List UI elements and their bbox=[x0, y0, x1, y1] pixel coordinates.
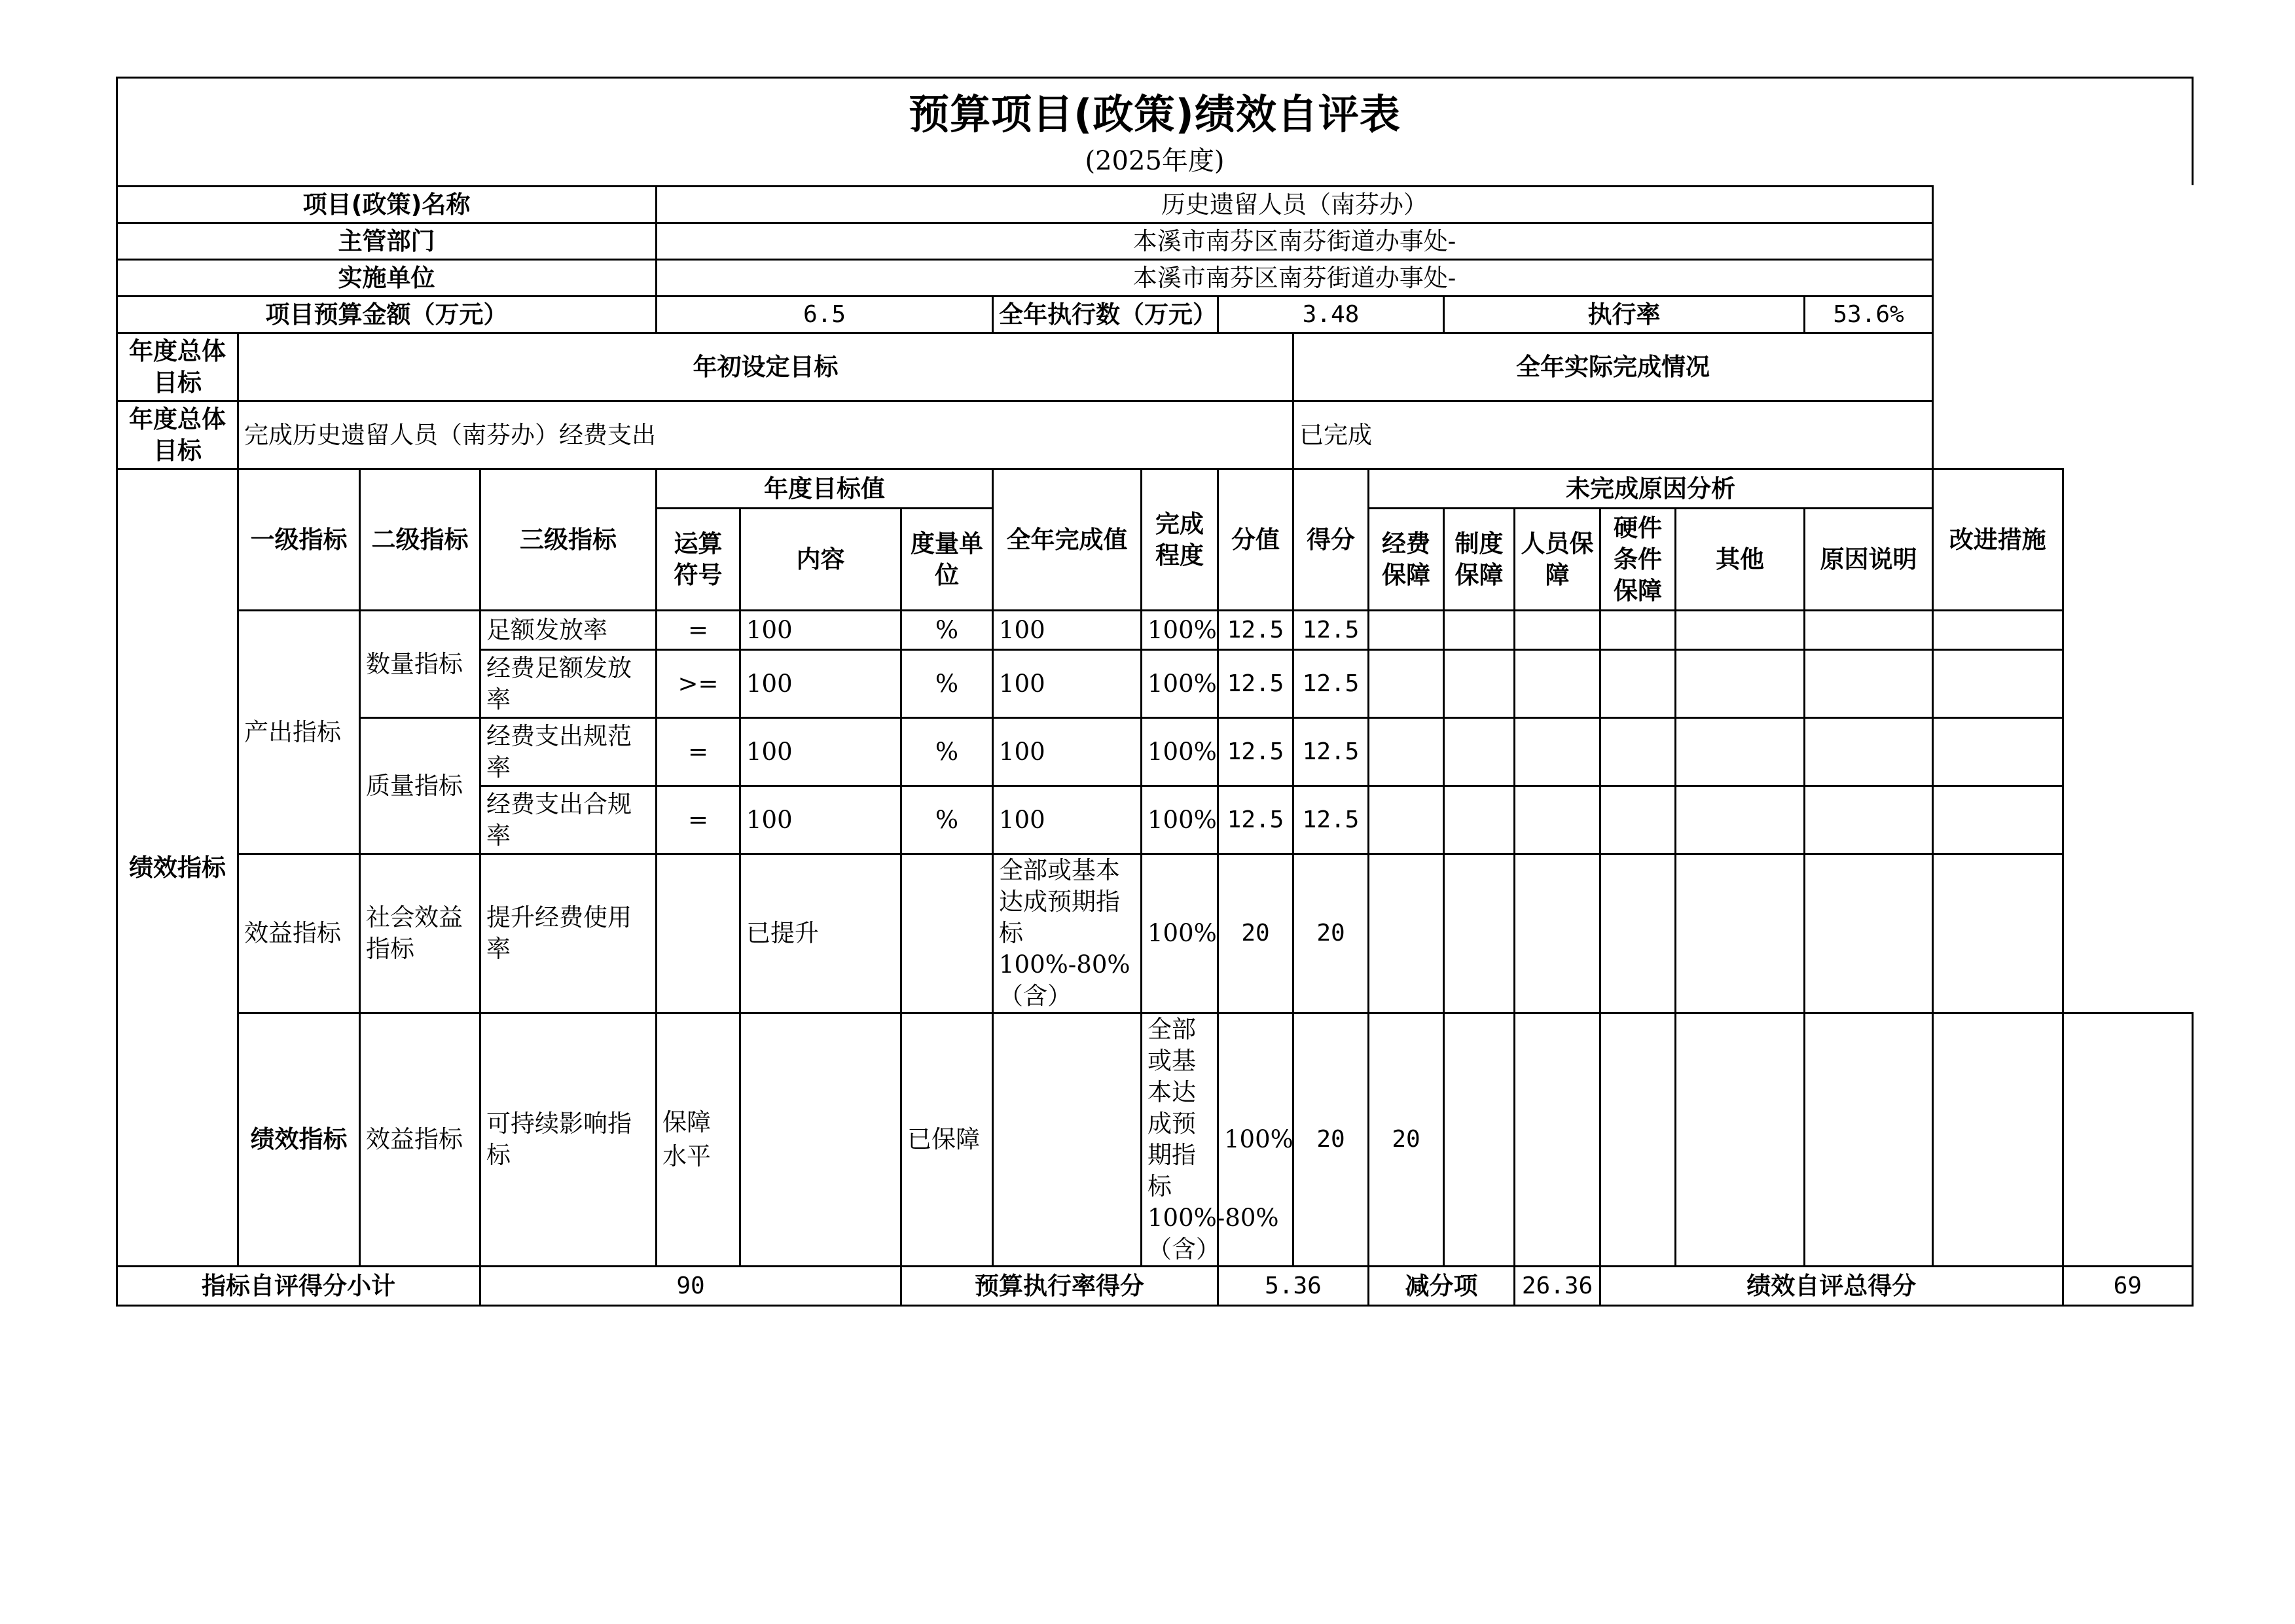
exec-value: 3.48 bbox=[1218, 297, 1444, 333]
row1-complete: 100 bbox=[993, 611, 1142, 650]
row1-unit: % bbox=[901, 611, 993, 650]
budget-value: 6.5 bbox=[657, 297, 993, 333]
project-name-value: 历史遗留人员（南芬办） bbox=[657, 187, 1933, 223]
goal-set-header: 年初设定目标 bbox=[238, 333, 1293, 401]
goal-header-label: 年度总体目标 bbox=[117, 333, 238, 401]
row1-reason bbox=[1805, 611, 1933, 650]
row6-staff bbox=[1600, 1013, 1676, 1267]
l2-quantity: 数量指标 bbox=[360, 611, 480, 718]
row5-system bbox=[1444, 854, 1515, 1013]
rate-value: 53.6% bbox=[1805, 297, 1933, 333]
row1-fund bbox=[1369, 611, 1444, 650]
header-unit: 度量单位 bbox=[901, 509, 993, 611]
row3-other bbox=[1676, 718, 1805, 786]
l2-social: 社会效益指标 bbox=[360, 854, 480, 1013]
row5-hardware bbox=[1600, 854, 1676, 1013]
row2-value: 12.5 bbox=[1218, 650, 1293, 718]
header-reason: 未完成原因分析 bbox=[1369, 469, 1933, 509]
goal-actual-header: 全年实际完成情况 bbox=[1293, 333, 1933, 401]
l2-sustain: 可持续影响指标 bbox=[480, 1013, 657, 1267]
unit-value: 本溪市南芬区南芬街道办事处- bbox=[657, 260, 1933, 297]
row2-score: 12.5 bbox=[1293, 650, 1369, 718]
row2-improve bbox=[1933, 650, 2063, 718]
l1-benefit-2: 效益指标 bbox=[360, 1013, 480, 1267]
row2-other bbox=[1676, 650, 1805, 718]
goal-set-value: 完成历史遗留人员（南芬办）经费支出 bbox=[238, 401, 1293, 469]
row1-content: 100 bbox=[740, 611, 901, 650]
total-label: 绩效自评总得分 bbox=[1600, 1267, 2063, 1306]
row2-degree: 100% bbox=[1142, 650, 1218, 718]
row3-improve bbox=[1933, 718, 2063, 786]
row6-op bbox=[740, 1013, 901, 1267]
row4-op: = bbox=[657, 786, 740, 854]
row5-improve bbox=[1933, 854, 2063, 1013]
row3-reason bbox=[1805, 718, 1933, 786]
row3-l3: 经费支出规范率 bbox=[480, 718, 657, 786]
deduct-label: 减分项 bbox=[1369, 1267, 1515, 1306]
row5-staff bbox=[1515, 854, 1600, 1013]
row6-improve bbox=[2063, 1013, 2192, 1267]
row4-l3: 经费支出合规率 bbox=[480, 786, 657, 854]
row4-other bbox=[1676, 786, 1805, 854]
row5-score: 20 bbox=[1293, 854, 1369, 1013]
dept-value: 本溪市南芬区南芬街道办事处- bbox=[657, 223, 1933, 260]
row3-fund bbox=[1369, 718, 1444, 786]
row3-score: 12.5 bbox=[1293, 718, 1369, 786]
header-op: 运算符号 bbox=[657, 509, 740, 611]
row6-reason bbox=[1933, 1013, 2063, 1267]
row1-op: = bbox=[657, 611, 740, 650]
row5-other bbox=[1676, 854, 1805, 1013]
row6-score: 20 bbox=[1369, 1013, 1444, 1267]
header-fund: 经费保障 bbox=[1369, 509, 1444, 611]
goal-actual-value: 已完成 bbox=[1293, 401, 1933, 469]
row1-hardware bbox=[1600, 611, 1676, 650]
row2-op: >= bbox=[657, 650, 740, 718]
row2-complete: 100 bbox=[993, 650, 1142, 718]
title-area bbox=[116, 77, 2194, 185]
row3-op: = bbox=[657, 718, 740, 786]
row3-unit: % bbox=[901, 718, 993, 786]
row5-complete: 全部或基本达成预期指标100%-80%（含） bbox=[993, 854, 1142, 1013]
row2-reason bbox=[1805, 650, 1933, 718]
row3-value: 12.5 bbox=[1218, 718, 1293, 786]
rate-label: 执行率 bbox=[1444, 297, 1805, 333]
year-label: (2025年度) bbox=[1085, 146, 1225, 176]
page-title: 预算项目(政策)绩效自评表 bbox=[909, 90, 1401, 138]
row4-complete: 100 bbox=[993, 786, 1142, 854]
header-l1: 一级指标 bbox=[238, 469, 360, 611]
dept-label: 主管部门 bbox=[117, 223, 657, 260]
row6-hardware bbox=[1676, 1013, 1805, 1267]
row1-system bbox=[1444, 611, 1515, 650]
row5-content: 已提升 bbox=[740, 854, 901, 1013]
header-complete: 全年完成值 bbox=[993, 469, 1142, 611]
row2-content: 100 bbox=[740, 650, 901, 718]
row6-unit bbox=[993, 1013, 1142, 1267]
row4-improve bbox=[1933, 786, 2063, 854]
row5-reason bbox=[1805, 854, 1933, 1013]
row6-degree: 100% bbox=[1218, 1013, 1293, 1267]
row5-value: 20 bbox=[1218, 854, 1293, 1013]
unit-label: 实施单位 bbox=[117, 260, 657, 297]
row4-reason bbox=[1805, 786, 1933, 854]
row5-fund bbox=[1369, 854, 1444, 1013]
header-content: 内容 bbox=[740, 509, 901, 611]
header-target: 年度目标值 bbox=[657, 469, 993, 509]
evaluation-sheet bbox=[116, 77, 2194, 1307]
row2-hardware bbox=[1600, 650, 1676, 718]
row4-unit: % bbox=[901, 786, 993, 854]
row6-value: 20 bbox=[1293, 1013, 1369, 1267]
row6-fund bbox=[1444, 1013, 1515, 1267]
row1-degree: 100% bbox=[1142, 611, 1218, 650]
row3-staff bbox=[1515, 718, 1600, 786]
row1-value: 12.5 bbox=[1218, 611, 1293, 650]
row5-l3: 提升经费使用率 bbox=[480, 854, 657, 1013]
row5-op bbox=[657, 854, 740, 1013]
l2-quality: 质量指标 bbox=[360, 718, 480, 854]
row2-l3: 经费足额发放率 bbox=[480, 650, 657, 718]
row4-hardware bbox=[1600, 786, 1676, 854]
header-degree: 完成程度 bbox=[1142, 469, 1218, 611]
row2-staff bbox=[1515, 650, 1600, 718]
row4-score: 12.5 bbox=[1293, 786, 1369, 854]
header-l2: 二级指标 bbox=[360, 469, 480, 611]
row1-other bbox=[1676, 611, 1805, 650]
row3-content: 100 bbox=[740, 718, 901, 786]
row4-system bbox=[1444, 786, 1515, 854]
row1-improve bbox=[1933, 611, 2063, 650]
row1-staff bbox=[1515, 611, 1600, 650]
header-other: 其他 bbox=[1676, 509, 1805, 611]
row4-degree: 100% bbox=[1142, 786, 1218, 854]
row3-hardware bbox=[1600, 718, 1676, 786]
row3-degree: 100% bbox=[1142, 718, 1218, 786]
row6-complete: 全部或基本达成预期指标100%-80%（含） bbox=[1142, 1013, 1218, 1267]
budget-score-label: 预算执行率得分 bbox=[901, 1267, 1218, 1306]
subtotal-value: 90 bbox=[480, 1267, 901, 1306]
row4-staff bbox=[1515, 786, 1600, 854]
row5-unit bbox=[901, 854, 993, 1013]
l1-output: 产出指标 bbox=[238, 611, 360, 854]
total-value: 69 bbox=[2063, 1267, 2192, 1306]
row1-l3: 足额发放率 bbox=[480, 611, 657, 650]
row4-content: 100 bbox=[740, 786, 901, 854]
header-score-value: 分值 bbox=[1218, 469, 1293, 611]
header-staff: 人员保障 bbox=[1515, 509, 1600, 611]
row2-system bbox=[1444, 650, 1515, 718]
exec-label: 全年执行数（万元） bbox=[993, 297, 1218, 333]
goal-row-label: 年度总体目标 bbox=[117, 401, 238, 469]
row6-other bbox=[1805, 1013, 1933, 1267]
subtotal-label: 指标自评得分小计 bbox=[117, 1267, 480, 1306]
perf-group-label: 绩效指标 bbox=[117, 469, 238, 1267]
header-score: 得分 bbox=[1293, 469, 1369, 611]
header-l3: 三级指标 bbox=[480, 469, 657, 611]
budget-score-value: 5.36 bbox=[1218, 1267, 1369, 1306]
header-improve: 改进措施 bbox=[1933, 469, 2063, 611]
row2-unit: % bbox=[901, 650, 993, 718]
row6-content: 已保障 bbox=[901, 1013, 993, 1267]
project-name-label: 项目(政策)名称 bbox=[117, 187, 657, 223]
budget-label: 项目预算金额（万元） bbox=[117, 297, 657, 333]
header-system: 制度保障 bbox=[1444, 509, 1515, 611]
evaluation-table bbox=[116, 185, 2194, 1307]
header-reason-desc: 原因说明 bbox=[1805, 509, 1933, 611]
row3-system bbox=[1444, 718, 1515, 786]
row5-degree: 100% bbox=[1142, 854, 1218, 1013]
row2-fund bbox=[1369, 650, 1444, 718]
l1-benefit-1: 效益指标 bbox=[238, 854, 360, 1013]
row4-fund bbox=[1369, 786, 1444, 854]
row4-value: 12.5 bbox=[1218, 786, 1293, 854]
row3-complete: 100 bbox=[993, 718, 1142, 786]
perf-group-label-2: 绩效指标 bbox=[238, 1013, 360, 1267]
row6-system bbox=[1515, 1013, 1600, 1267]
row1-score: 12.5 bbox=[1293, 611, 1369, 650]
header-hardware: 硬件条件保障 bbox=[1600, 509, 1676, 611]
deduct-value: 26.36 bbox=[1515, 1267, 1600, 1306]
row6-l3: 保障水平 bbox=[657, 1013, 740, 1267]
